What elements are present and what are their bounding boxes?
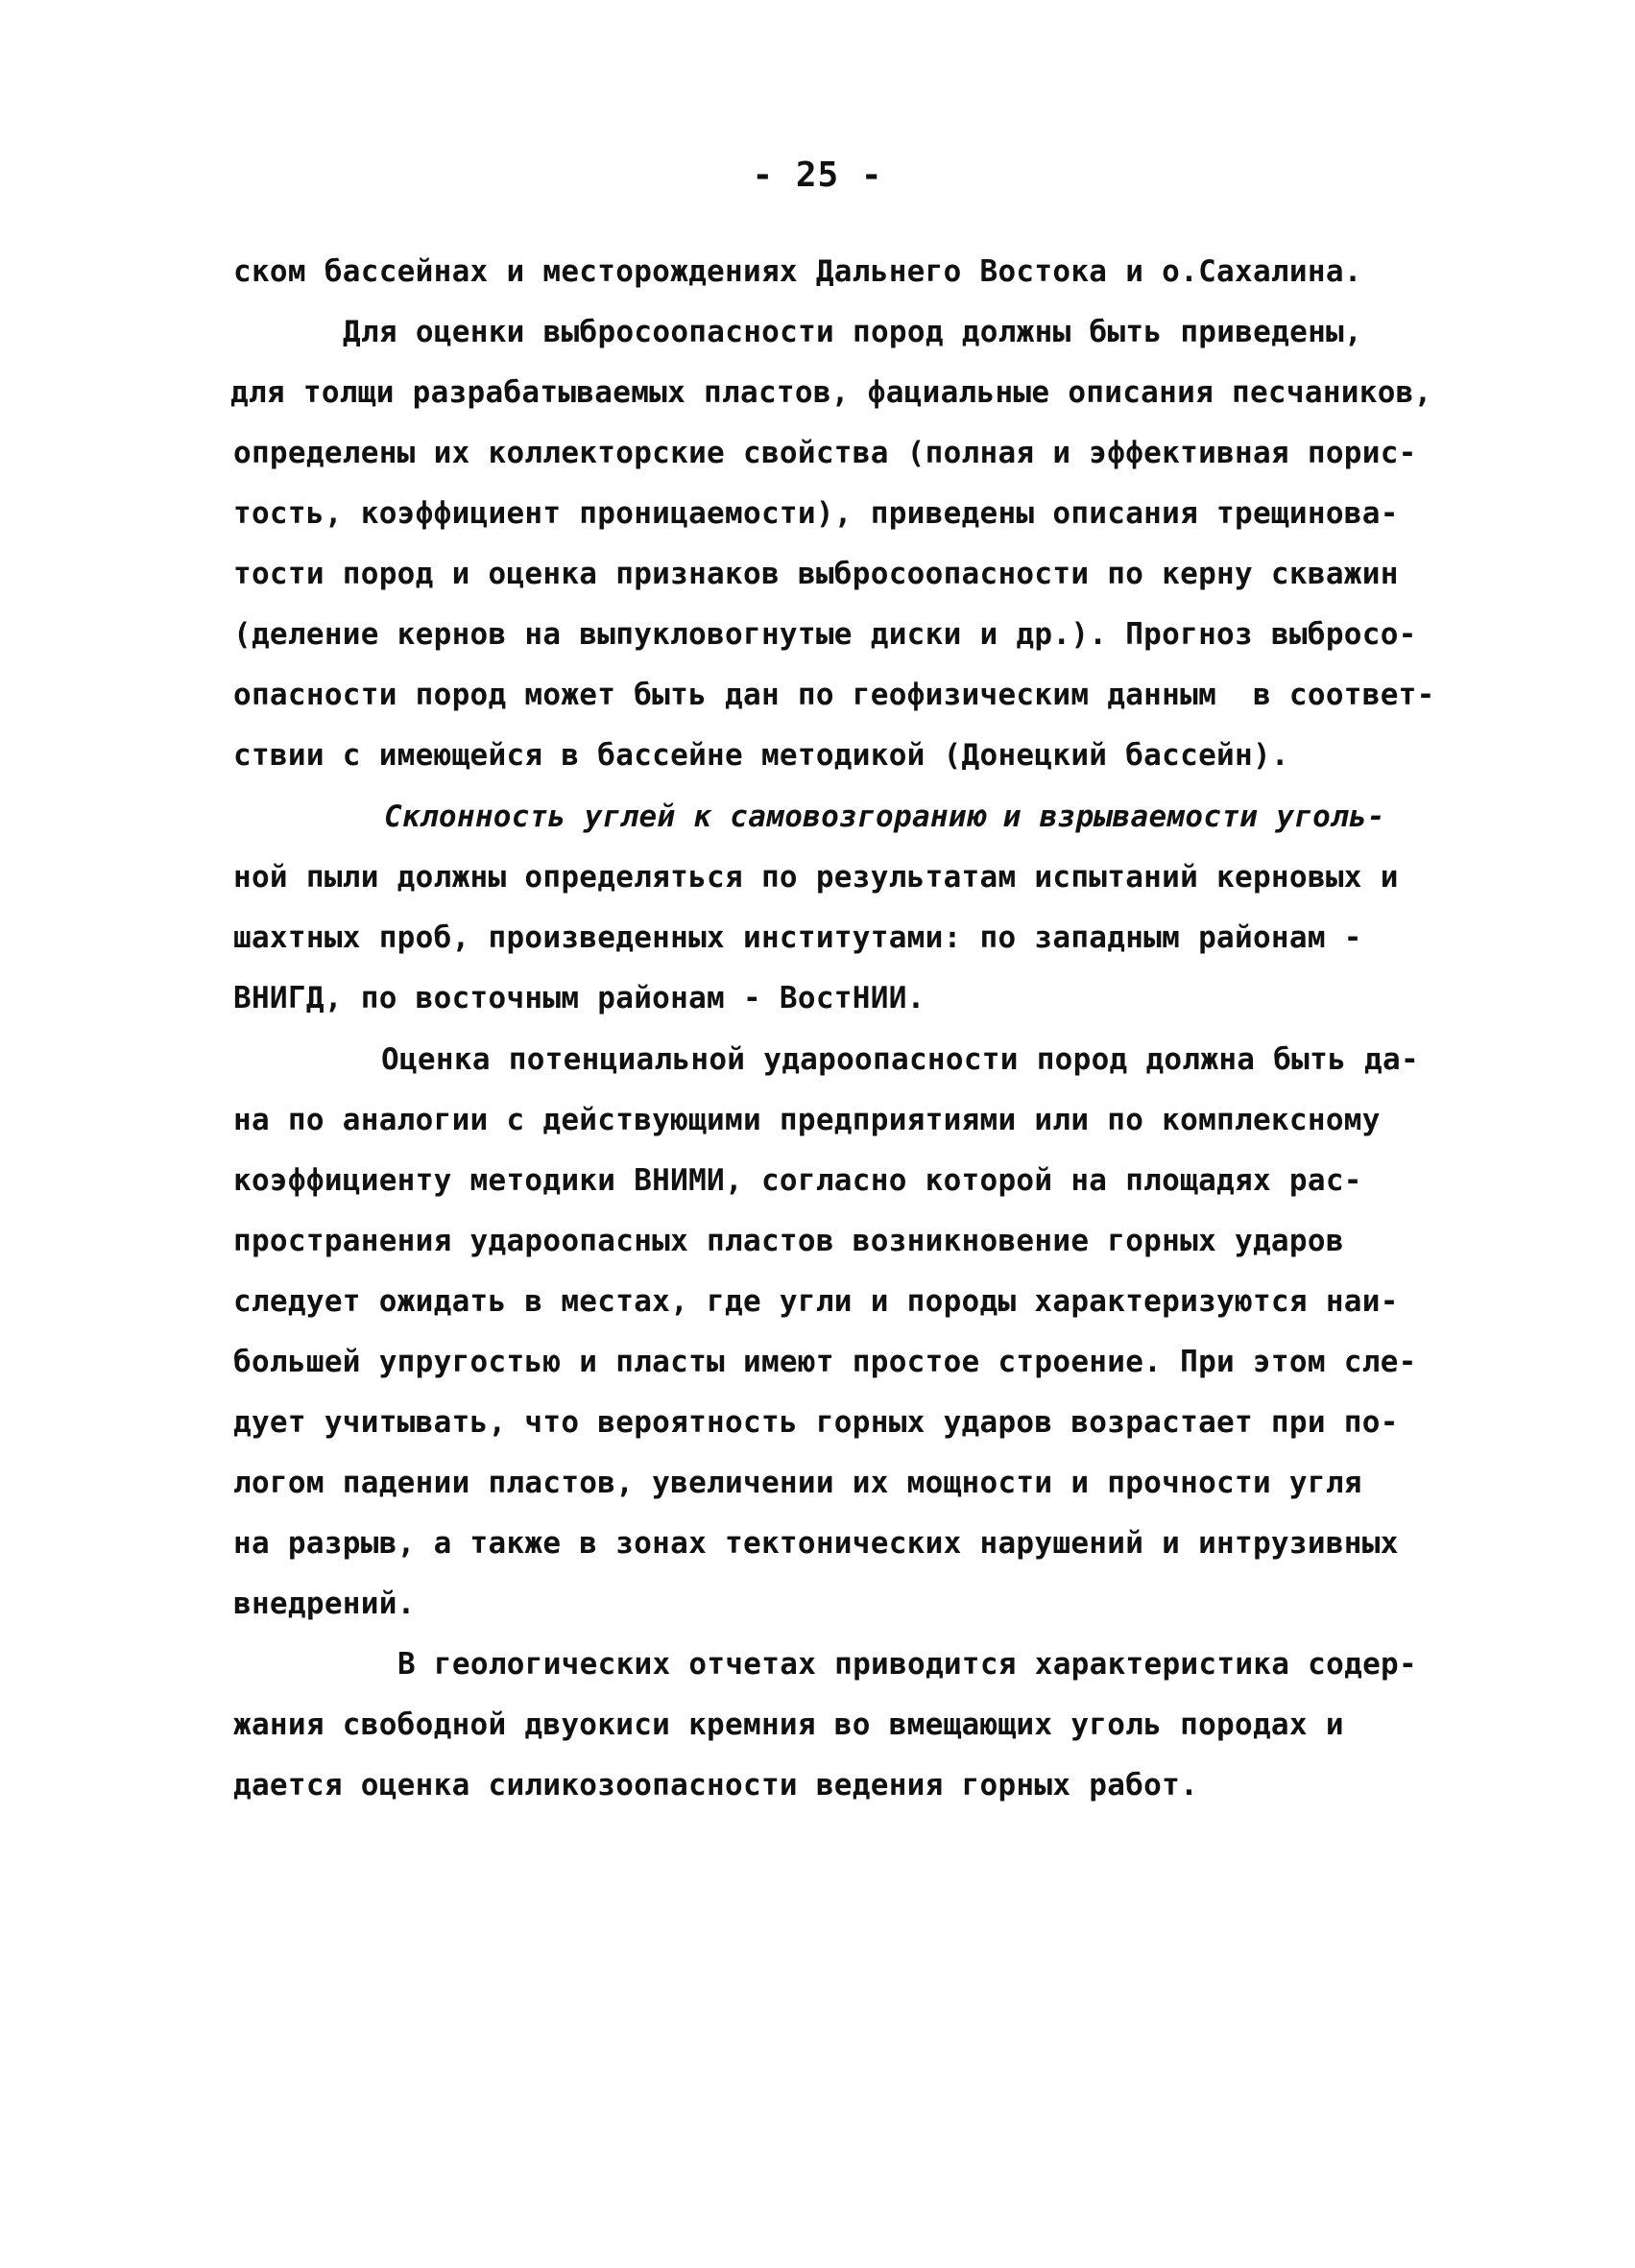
text-line: жания свободной двуокиси кремния во вмещающих уголь породах и	[233, 1707, 1344, 1742]
text-line: Оценка потенциальной удароопасности пород должна быть да-	[381, 1042, 1419, 1077]
text-line: следует ожидать в местах, где угли и породы характеризуются наи-	[233, 1284, 1399, 1319]
text-line: для толщи разрабатываемых пластов, фациальные описания песчаников,	[230, 375, 1432, 410]
text-line: дует учитывать, что вероятность горных ударов возрастает при по-	[233, 1405, 1399, 1440]
text-line: на по аналогии с действующими предприятиями или по комплексному	[233, 1103, 1381, 1137]
text-line: ствии с имеющейся в бассейне методикой (Донецкий бассейн).	[233, 738, 1289, 773]
text-line: В геологических отчетах приводится характеристика содер-	[397, 1647, 1417, 1682]
page-number: - 25 -	[752, 155, 883, 195]
text-line: внедрений.	[233, 1587, 416, 1621]
text-line: ной пыли должны определяться по результатам испытаний керновых и	[233, 860, 1399, 895]
text-line: Склонность углей к самовозгоранию и взрываемости уголь-	[384, 800, 1385, 834]
text-line: дается оценка силикозоопасности ведения горных работ.	[233, 1768, 1199, 1802]
text-line: ском бассейнах и месторождениях Дальнего Востока и о.Сахалина.	[233, 254, 1362, 289]
text-line: определены их коллекторские свойства (полная и эффективная порис-	[233, 436, 1417, 470]
text-line: логом падении пластов, увеличении их мощности и прочности угля	[233, 1466, 1362, 1500]
text-line: большей упругостью и пласты имеют простое строение. При этом сле-	[233, 1345, 1417, 1379]
text-line: коэффициенту методики ВНИМИ, согласно которой на площадях рас-	[233, 1163, 1362, 1198]
text-line: на разрыв, а также в зонах тектонических нарушений и интрузивных	[233, 1526, 1399, 1561]
text-line: тости пород и оценка признаков выбросоопасности по керну скважин	[233, 557, 1399, 591]
text-line: шахтных проб, произведенных институтами: по западным районам -	[233, 920, 1362, 955]
text-line: (деление кернов на выпукловогнутые диски и др.). Прогноз выбросо-	[233, 617, 1417, 652]
text-line: Для оценки выбросоопасности пород должны быть приведены,	[343, 315, 1362, 349]
text-line: пространения удароопасных пластов возникновение горных ударов	[233, 1224, 1344, 1258]
text-line: тость, коэффициент проницаемости), приведены описания трещинова-	[233, 496, 1399, 531]
text-line: ВНИГД, по восточным районам - ВостНИИ.	[233, 981, 926, 1015]
text-line: опасности пород может быть дан по геофизическим данным в соответ-	[233, 678, 1435, 712]
